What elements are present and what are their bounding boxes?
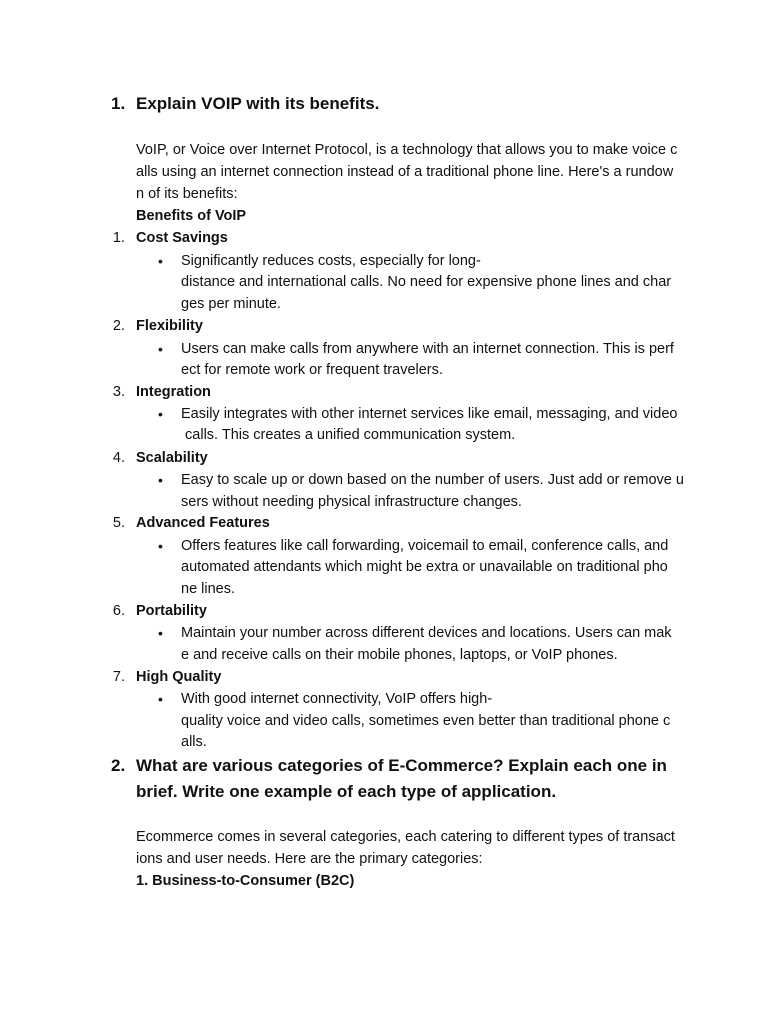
bullet-icon: • — [158, 253, 163, 269]
benefit-line: Maintain your number across different devices and locations. Users can mak — [181, 625, 672, 641]
bullet-icon: • — [158, 538, 163, 554]
benefit-line: ect for remote work or frequent travelers. — [181, 362, 443, 378]
benefit-title: Scalability — [136, 450, 208, 466]
benefit-line: calls. This creates a unified communication system. — [181, 427, 516, 443]
benefit-line: e and receive calls on their mobile phones, laptops, or VoIP phones. — [181, 647, 618, 663]
q1-number: 1. — [111, 94, 126, 113]
benefit-line: ne lines. — [181, 581, 236, 597]
benefits-heading: Benefits of VoIP — [136, 208, 247, 224]
q2-subheading: 1. Business-to-Consumer (B2C) — [136, 873, 355, 889]
benefit-line: distance and international calls. No need for expensive phone lines and char — [181, 274, 672, 290]
benefit-title: Advanced Features — [136, 515, 270, 531]
bullet-icon: • — [158, 341, 163, 357]
benefit-title: Cost Savings — [136, 230, 228, 246]
benefit-number: 5. — [112, 515, 125, 531]
benefit-title: Integration — [136, 384, 211, 400]
benefit-number: 3. — [112, 384, 125, 400]
q1-title: Explain VOIP with its benefits. — [136, 94, 380, 113]
benefit-line: Significantly reduces costs, especially for long- — [181, 253, 481, 269]
bullet-icon: • — [158, 691, 163, 707]
q2-number: 2. — [111, 756, 126, 775]
benefit-title: Flexibility — [136, 318, 203, 334]
benefit-line: ges per minute. — [181, 296, 281, 312]
q1-intro-line: alls using an internet connection instead of a traditional phone line. Here's a rundow — [136, 164, 674, 180]
benefit-line: Easy to scale up or down based on the number of users. Just add or remove u — [181, 472, 684, 488]
q2-intro-line: ions and user needs. Here are the primary categories: — [136, 851, 483, 867]
bullet-icon: • — [158, 625, 163, 641]
benefit-line: Users can make calls from anywhere with an internet connection. This is perf — [181, 341, 674, 357]
benefit-line: quality voice and video calls, sometimes even better than traditional phone c — [181, 713, 671, 729]
bullet-icon: • — [158, 406, 163, 422]
benefit-number: 6. — [112, 603, 125, 619]
benefit-line: With good internet connectivity, VoIP offers high- — [181, 691, 493, 707]
benefit-line: Easily integrates with other internet services like email, messaging, and video — [181, 406, 678, 422]
benefit-line: alls. — [181, 734, 207, 750]
benefit-number: 7. — [112, 669, 125, 685]
benefit-title: Portability — [136, 603, 207, 619]
q2-intro-line: Ecommerce comes in several categories, each catering to different types of transact — [136, 829, 675, 845]
q1-intro-line: VoIP, or Voice over Internet Protocol, is a technology that allows you to make voice c — [136, 142, 678, 158]
benefit-number: 2. — [112, 318, 125, 334]
benefit-line: sers without needing physical infrastructure changes. — [181, 494, 522, 510]
benefit-line: Offers features like call forwarding, voicemail to email, conference calls, and — [181, 538, 669, 554]
benefit-number: 1. — [112, 230, 125, 246]
q2-title-line: What are various categories of E-Commerce? Explain each one in — [136, 756, 667, 775]
bullet-icon: • — [158, 472, 163, 488]
q1-intro-line: n of its benefits: — [136, 186, 238, 202]
benefit-title: High Quality — [136, 669, 222, 685]
q2-title-line: brief. Write one example of each type of application. — [136, 782, 557, 801]
benefit-line: automated attendants which might be extra or unavailable on traditional pho — [181, 559, 668, 575]
benefit-number: 4. — [112, 450, 125, 466]
